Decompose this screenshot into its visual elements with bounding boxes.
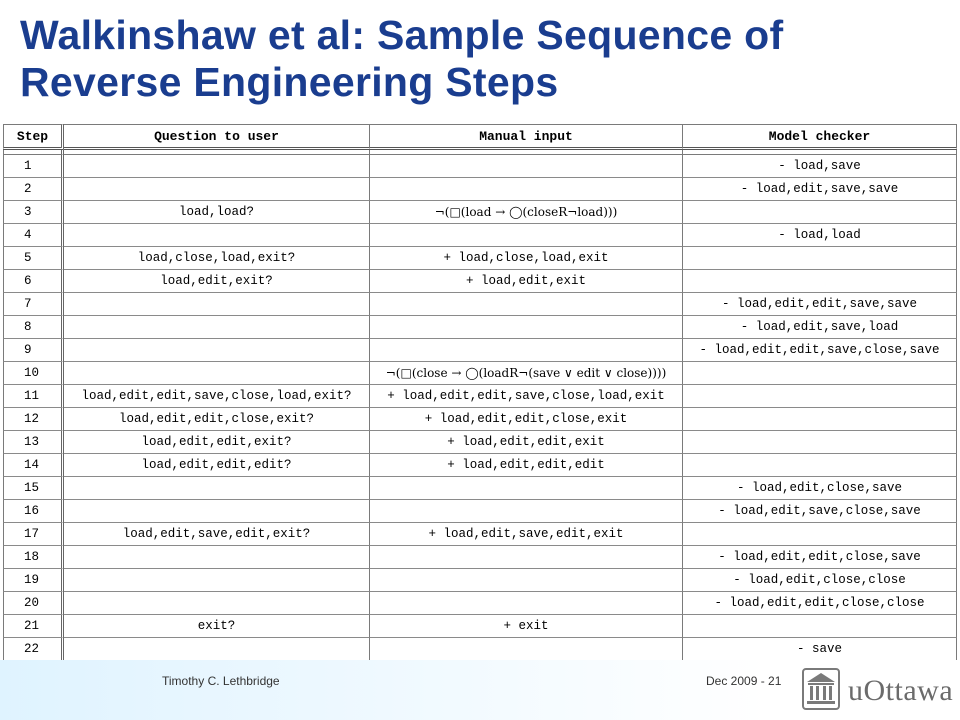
manual-input-cell-text: ¬(□(load → ◯(closeR¬load))) <box>434 204 618 219</box>
question-cell <box>64 500 370 523</box>
table-row <box>3 500 957 523</box>
question-cell-text: load,close,load,exit? <box>137 251 296 265</box>
question-cell <box>64 247 370 270</box>
model-checker-cell-text: - load,edit,save,close,save <box>718 504 921 518</box>
question-cell <box>64 293 370 316</box>
step-number <box>3 477 64 500</box>
question-cell <box>64 385 370 408</box>
table-row <box>3 293 957 316</box>
step-number <box>3 385 64 408</box>
step-number <box>3 270 64 293</box>
question-cell <box>64 454 370 477</box>
model-checker-cell-text: - load,edit,close,close <box>733 573 906 587</box>
manual-input-cell-text: + load,close,load,exit <box>443 251 609 265</box>
table-row <box>3 638 957 660</box>
step-number-text: 5 <box>24 251 32 265</box>
model-checker-cell <box>683 477 957 500</box>
question-cell-text: load,edit,edit,close,exit? <box>118 412 315 426</box>
question-cell-text: load,edit,edit,edit? <box>141 458 292 472</box>
logo-wordmark: uOttawa <box>848 674 954 707</box>
model-checker-cell <box>683 178 957 201</box>
step-number <box>3 454 64 477</box>
model-checker-cell-text: - load,edit,edit,save,save <box>721 297 918 311</box>
step-number-text: 9 <box>24 343 32 357</box>
header-step: Step <box>3 124 64 150</box>
manual-input-cell <box>370 569 683 592</box>
question-cell <box>64 224 370 247</box>
model-checker-cell-text: - load,save <box>778 159 861 173</box>
model-checker-cell <box>683 546 957 569</box>
model-checker-cell <box>683 408 957 431</box>
model-checker-cell-text: - load,edit,save,load <box>740 320 899 334</box>
table-row <box>3 362 957 385</box>
step-number <box>3 569 64 592</box>
question-cell <box>64 477 370 500</box>
table-row <box>3 224 957 247</box>
question-cell <box>64 431 370 454</box>
table-header-row <box>3 124 957 150</box>
manual-input-cell <box>370 477 683 500</box>
question-cell <box>64 316 370 339</box>
header-question: Question to user <box>64 124 370 150</box>
university-building-icon <box>802 668 840 710</box>
manual-input-cell <box>370 454 683 477</box>
step-number <box>3 638 64 660</box>
question-cell-text: load,edit,exit? <box>160 274 273 288</box>
table-row <box>3 201 957 224</box>
manual-input-cell-text: + load,edit,edit,exit <box>447 435 605 449</box>
question-cell-text: load,edit,save,edit,exit? <box>122 527 311 541</box>
model-checker-cell <box>683 247 957 270</box>
model-checker-cell <box>683 615 957 638</box>
step-number-text: 8 <box>24 320 32 334</box>
model-checker-cell <box>683 339 957 362</box>
step-number-text: 3 <box>24 205 32 219</box>
manual-input-cell-text: + exit <box>503 619 549 633</box>
manual-input-cell <box>370 155 683 178</box>
step-number-text: 10 <box>24 366 40 380</box>
model-checker-cell <box>683 270 957 293</box>
table-row <box>3 615 957 638</box>
manual-input-cell <box>370 638 683 660</box>
step-number-text: 13 <box>24 435 40 449</box>
question-cell <box>64 546 370 569</box>
question-cell <box>64 569 370 592</box>
model-checker-cell <box>683 385 957 408</box>
model-checker-cell <box>683 293 957 316</box>
manual-input-cell <box>370 385 683 408</box>
question-cell <box>64 270 370 293</box>
table-row <box>3 569 957 592</box>
step-number <box>3 500 64 523</box>
footer-author: Timothy C. Lethbridge <box>162 674 280 688</box>
table-body <box>3 150 957 660</box>
manual-input-cell <box>370 592 683 615</box>
model-checker-cell-text: - load,edit,edit,save,close,save <box>699 343 940 357</box>
question-cell-text: load,edit,edit,exit? <box>141 435 292 449</box>
model-checker-cell-text: - load,edit,close,save <box>736 481 903 495</box>
step-number <box>3 592 64 615</box>
manual-input-cell <box>370 247 683 270</box>
model-checker-cell <box>683 638 957 660</box>
manual-input-cell <box>370 500 683 523</box>
question-cell <box>64 638 370 660</box>
model-checker-cell <box>683 362 957 385</box>
table-row <box>3 385 957 408</box>
manual-input-cell <box>370 431 683 454</box>
step-number-text: 16 <box>24 504 40 518</box>
question-cell <box>64 178 370 201</box>
step-number <box>3 293 64 316</box>
slide-footer <box>0 660 960 720</box>
manual-input-cell <box>370 523 683 546</box>
step-number <box>3 155 64 178</box>
step-number <box>3 247 64 270</box>
question-cell <box>64 408 370 431</box>
question-cell <box>64 615 370 638</box>
step-number-text: 18 <box>24 550 40 564</box>
manual-input-cell <box>370 178 683 201</box>
model-checker-cell-text: - load,edit,save,save <box>740 182 899 196</box>
manual-input-cell-text: + load,edit,edit,close,exit <box>424 412 628 426</box>
table-row <box>3 546 957 569</box>
table-row <box>3 477 957 500</box>
step-number-text: 17 <box>24 527 40 541</box>
model-checker-cell <box>683 569 957 592</box>
manual-input-cell <box>370 339 683 362</box>
model-checker-cell-text: - load,edit,edit,close,save <box>718 550 921 564</box>
model-checker-cell-text: - save <box>796 642 842 656</box>
step-number <box>3 431 64 454</box>
question-cell <box>64 523 370 546</box>
model-checker-cell-text: - load,load <box>778 228 861 242</box>
manual-input-cell <box>370 546 683 569</box>
step-number-text: 12 <box>24 412 40 426</box>
model-checker-cell <box>683 316 957 339</box>
step-number-text: 1 <box>24 159 32 173</box>
manual-input-cell <box>370 316 683 339</box>
manual-input-cell-text: + load,edit,edit,save,close,load,exit <box>387 389 665 403</box>
steps-table <box>3 124 957 660</box>
model-checker-cell <box>683 454 957 477</box>
step-number-text: 7 <box>24 297 32 311</box>
step-number-text: 22 <box>24 642 40 656</box>
manual-input-cell <box>370 201 683 224</box>
step-number-text: 19 <box>24 573 40 587</box>
model-checker-cell <box>683 523 957 546</box>
question-cell-text: load,load? <box>178 205 254 219</box>
table-row <box>3 408 957 431</box>
manual-input-cell <box>370 362 683 385</box>
step-number-text: 6 <box>24 274 32 288</box>
model-checker-cell <box>683 500 957 523</box>
table-row <box>3 454 957 477</box>
slide-title: Walkinshaw et al: Sample Sequence of Reverse Engineering Steps <box>20 12 784 105</box>
question-cell <box>64 592 370 615</box>
manual-input-cell <box>370 270 683 293</box>
manual-input-cell-text: + load,edit,save,edit,exit <box>428 527 624 541</box>
step-number <box>3 339 64 362</box>
step-number <box>3 523 64 546</box>
header-manual-input: Manual input <box>370 124 683 150</box>
manual-input-cell-text: + load,edit,edit,edit <box>447 458 605 472</box>
step-number <box>3 408 64 431</box>
model-checker-cell <box>683 592 957 615</box>
table-row <box>3 592 957 615</box>
question-cell <box>64 362 370 385</box>
table-row <box>3 339 957 362</box>
question-cell <box>64 201 370 224</box>
uottawa-logo <box>800 666 955 716</box>
step-number-text: 4 <box>24 228 32 242</box>
step-number <box>3 615 64 638</box>
step-number <box>3 316 64 339</box>
manual-input-cell-text: ¬(□(close → ◯(loadR¬(save ∨ edit ∨ close)))) <box>385 365 667 380</box>
table-row <box>3 247 957 270</box>
manual-input-cell-text: + load,edit,exit <box>465 274 587 288</box>
step-number <box>3 546 64 569</box>
step-number-text: 14 <box>24 458 40 472</box>
step-number-text: 21 <box>24 619 40 633</box>
step-number <box>3 178 64 201</box>
manual-input-cell <box>370 224 683 247</box>
manual-input-cell <box>370 615 683 638</box>
step-number-text: 2 <box>24 182 32 196</box>
question-cell-text: load,edit,edit,save,close,load,exit? <box>81 389 352 403</box>
step-number-text: 15 <box>24 481 40 495</box>
question-cell-text: exit? <box>197 619 236 633</box>
table-row <box>3 523 957 546</box>
question-cell <box>64 339 370 362</box>
model-checker-cell-text: - load,edit,edit,close,close <box>714 596 925 610</box>
manual-input-cell <box>370 293 683 316</box>
table-row <box>3 155 957 178</box>
model-checker-cell <box>683 155 957 178</box>
table-row <box>3 431 957 454</box>
step-number-text: 20 <box>24 596 40 610</box>
step-number <box>3 224 64 247</box>
header-model-checker: Model checker <box>683 124 957 150</box>
step-number <box>3 201 64 224</box>
table-row <box>3 270 957 293</box>
model-checker-cell <box>683 224 957 247</box>
steps-table-container <box>3 124 957 660</box>
model-checker-cell <box>683 201 957 224</box>
step-number-text: 11 <box>24 389 40 403</box>
step-number <box>3 362 64 385</box>
model-checker-cell <box>683 431 957 454</box>
table-row <box>3 316 957 339</box>
manual-input-cell <box>370 408 683 431</box>
question-cell <box>64 155 370 178</box>
table-row <box>3 178 957 201</box>
footer-date-page: Dec 2009 - 21 <box>706 674 782 688</box>
